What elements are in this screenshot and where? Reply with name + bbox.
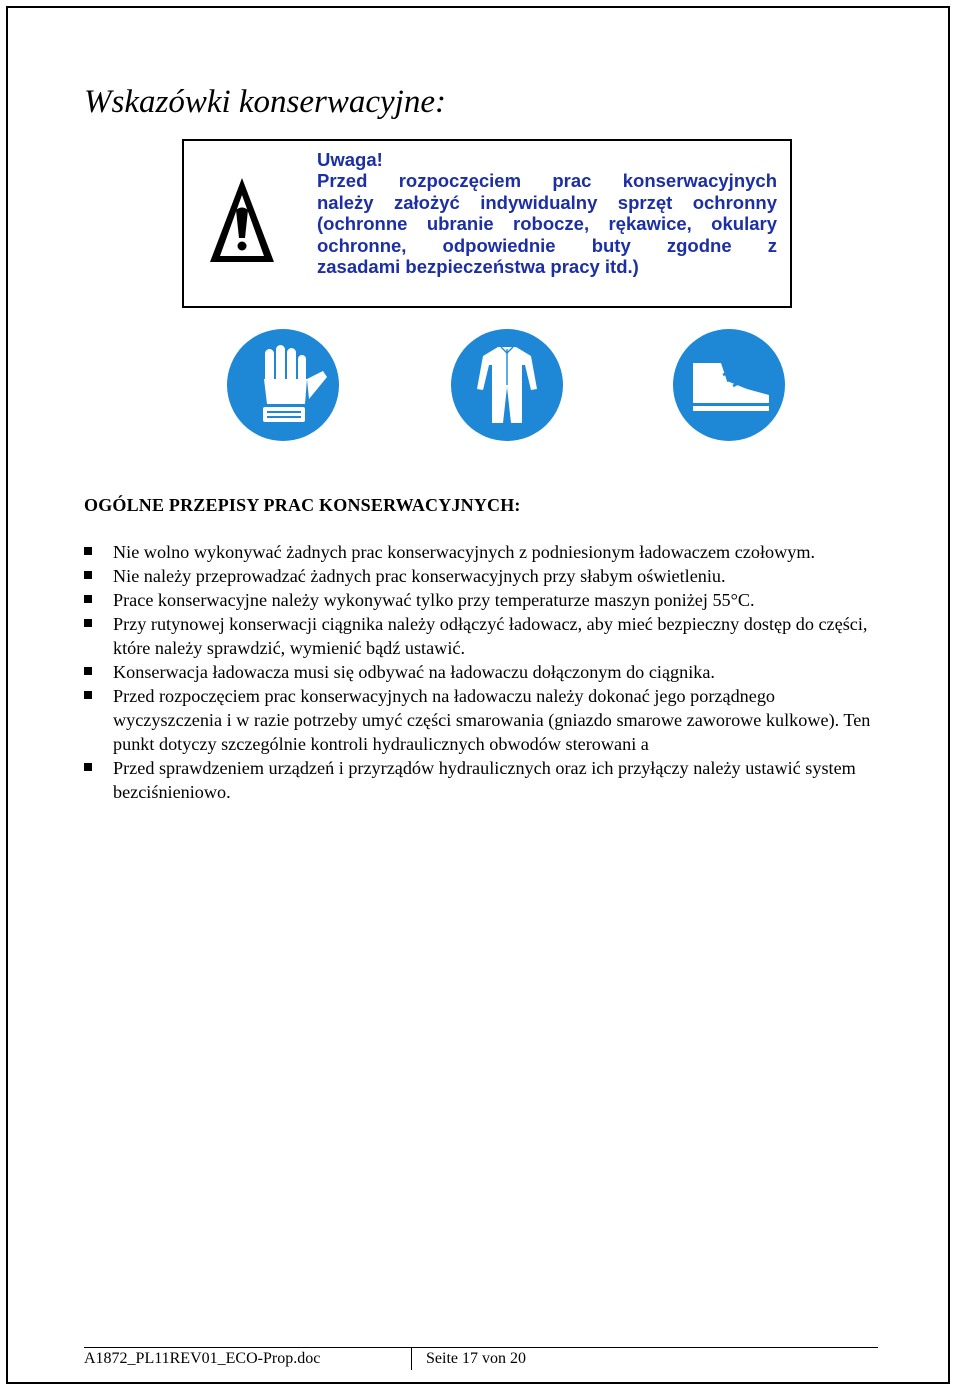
list-item (84, 612, 884, 660)
list-item (84, 540, 884, 564)
warning-line: należy założyć indywidualny sprzęt ochronny (317, 191, 777, 213)
square-bullet-icon (84, 763, 92, 771)
square-bullet-icon (84, 691, 92, 699)
list-item-text: Przy rutynowej konserwacji ciągnika należy odłączyć ładowacz, aby mieć bezpieczny dostęp do części, które należy sprawdzić, wymienić bądź ustawić. (113, 614, 868, 658)
safety-shoes-icon (673, 329, 785, 441)
square-bullet-icon (84, 667, 92, 675)
footer-separator (411, 1348, 412, 1370)
maintenance-rules-list (84, 540, 884, 804)
warning-text (317, 149, 777, 277)
list-item (84, 756, 884, 804)
warning-line: Przed rozpoczęciem prac konserwacyjnych (317, 170, 777, 192)
square-bullet-icon (84, 571, 92, 579)
warning-line: (ochronne ubranie robocze, rękawice, okulary (317, 213, 777, 235)
square-bullet-icon (84, 595, 92, 603)
list-item (84, 564, 884, 588)
warning-triangle-icon (208, 176, 276, 264)
list-item-text: Prace konserwacyjne należy wykonywać tylko przy temperaturze maszyn poniżej 55°C. (113, 590, 755, 610)
warning-box (182, 139, 792, 308)
warning-line: zasadami bezpieczeństwa pracy itd.) (317, 256, 639, 278)
page-title: Wskazówki konserwacyjne: (84, 84, 446, 120)
square-bullet-icon (84, 619, 92, 627)
list-item-text: Nie należy przeprowadzać żadnych prac konserwacyjnych przy słabym oświetleniu. (113, 566, 726, 586)
list-item-text: Przed rozpoczęciem prac konserwacyjnych na ładowaczu należy dokonać jego porządnego wyczyszczenia i w razie potrzeby umyć części smarowania (gniazdo smarowe zaworowe kulkowe). Ten punkt dotyczy szczególnie kontroli hydraulicznych obwodów sterowani a (113, 686, 871, 754)
footer-page-number: Seite 17 von 20 (426, 1350, 526, 1367)
list-item (84, 660, 884, 684)
section-heading: OGÓLNE PRZEPISY PRAC KONSERWACYJNYCH: (84, 495, 521, 515)
list-item-text: Przed sprawdzeniem urządzeń i przyrządów hydraulicznych oraz ich przyłączy należy ustawić system bezciśnieniowo. (113, 758, 856, 802)
list-item (84, 684, 884, 756)
warning-line: Uwaga! (317, 149, 383, 170)
gloves-icon (227, 329, 339, 441)
list-item (84, 588, 884, 612)
list-item-text: Konserwacja ładowacza musi się odbywać na ładowaczu dołączonym do ciągnika. (113, 662, 715, 682)
protective-suit-icon (451, 329, 563, 441)
footer-divider (84, 1347, 878, 1348)
warning-line: ochronne, odpowiednie buty zgodne z (317, 234, 777, 256)
square-bullet-icon (84, 547, 92, 555)
footer-filename: A1872_PL11REV01_ECO-Prop.doc (84, 1350, 321, 1367)
list-item-text: Nie wolno wykonywać żadnych prac konserwacyjnych z podniesionym ładowaczem czołowym. (113, 542, 816, 562)
